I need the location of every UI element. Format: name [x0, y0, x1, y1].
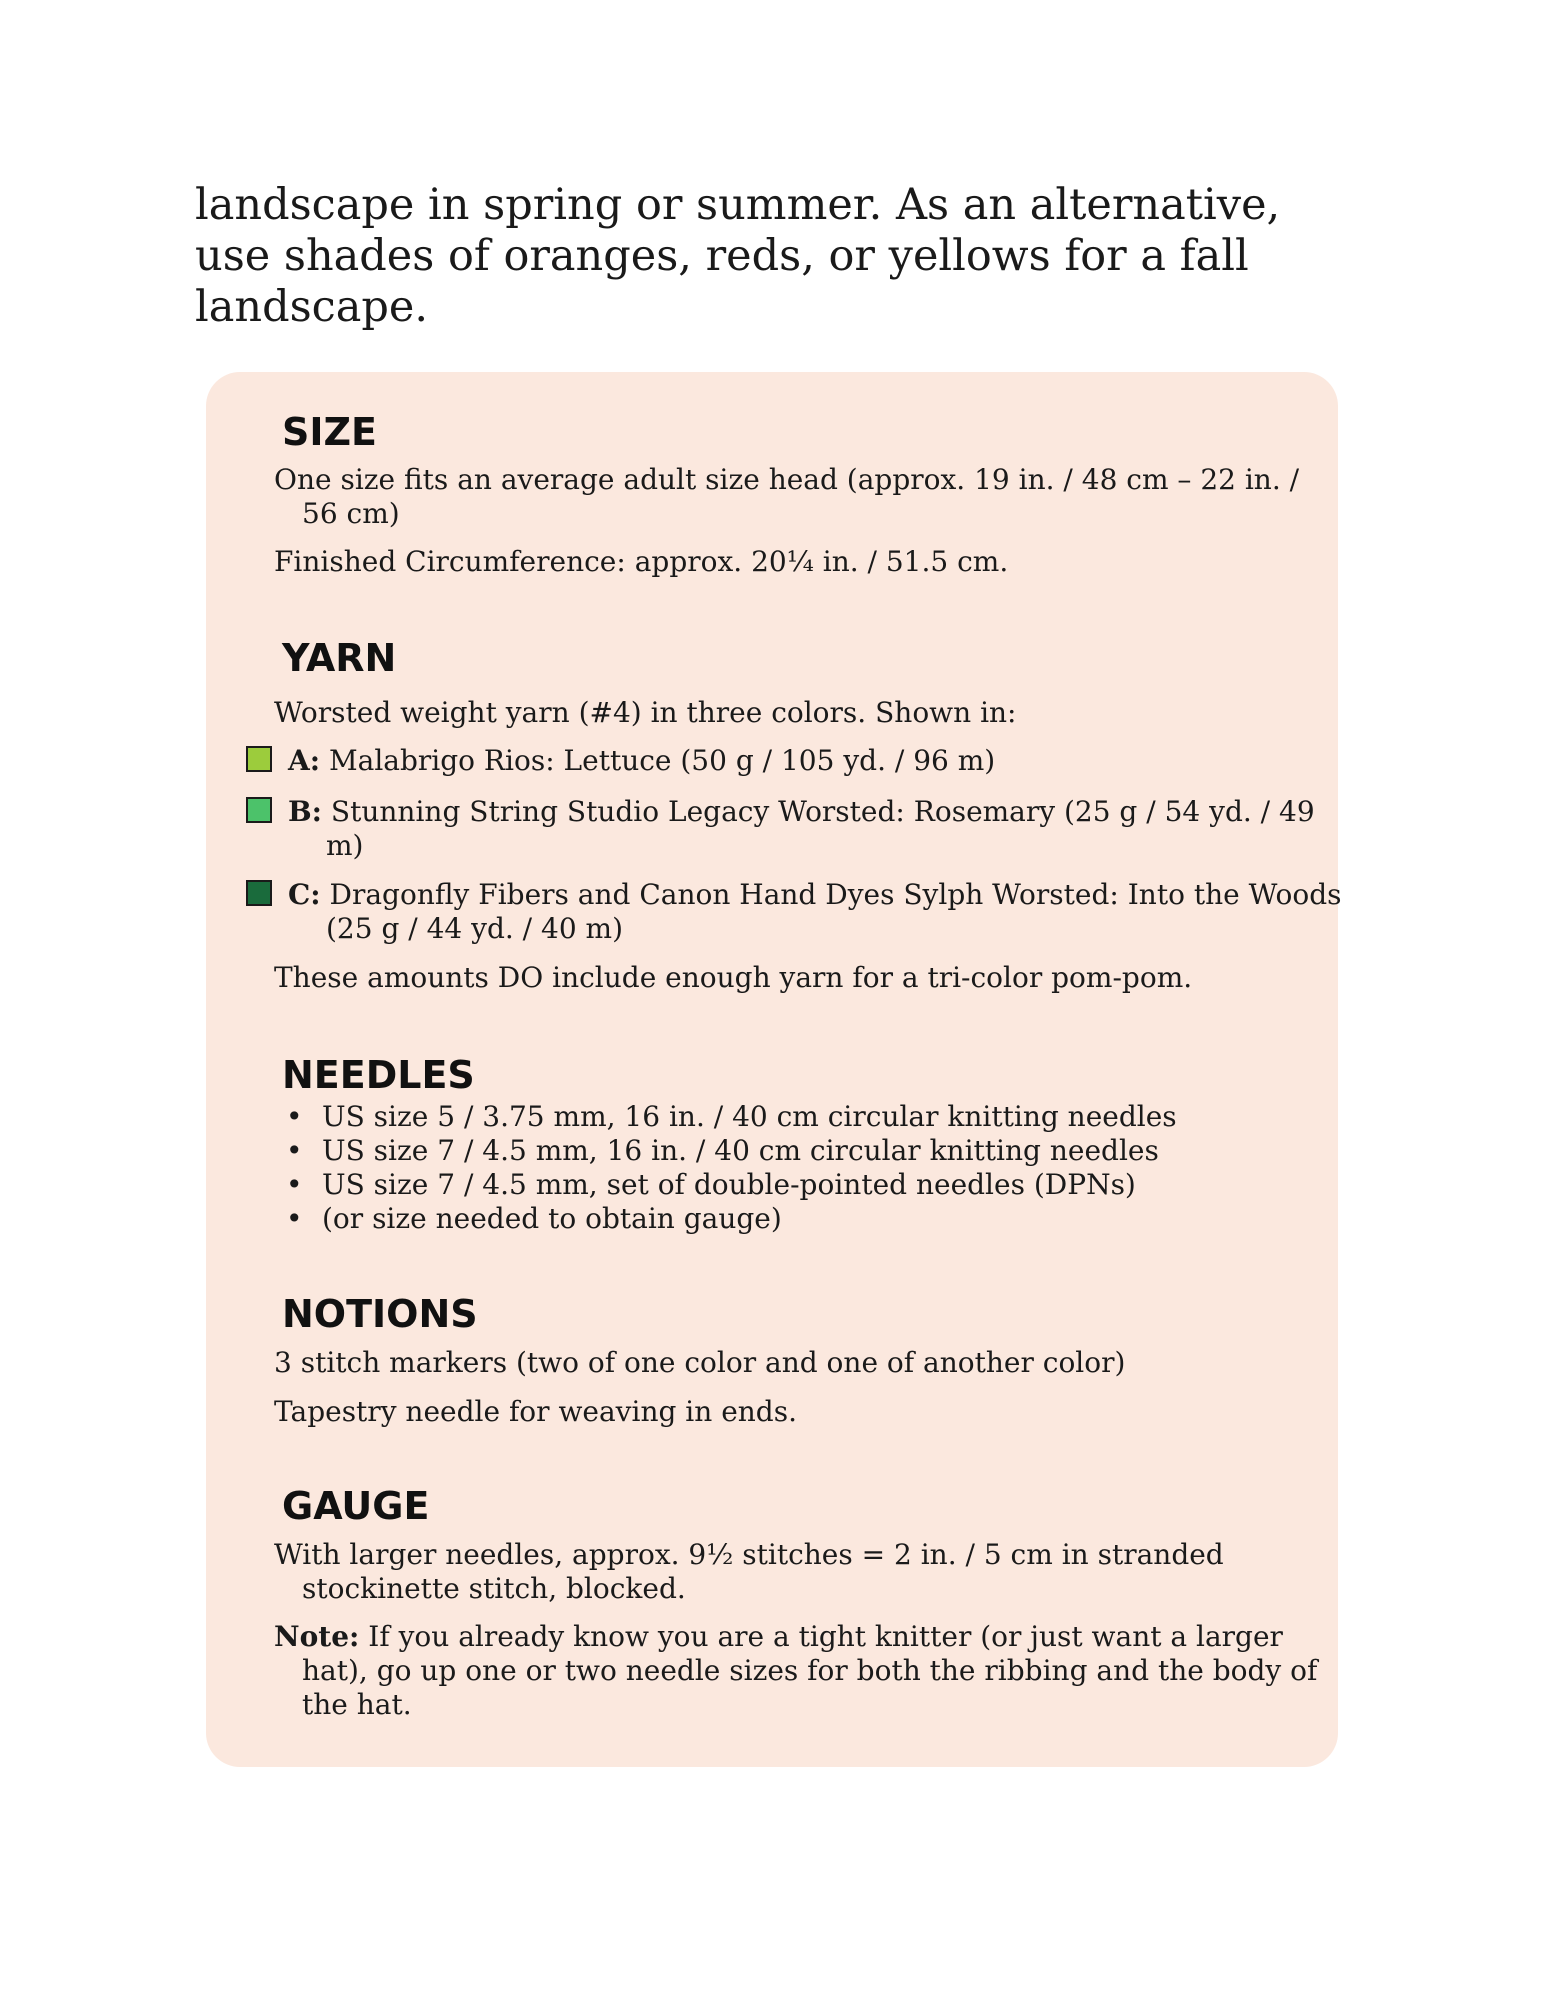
- yarn-heading: YARN: [282, 636, 397, 680]
- needles-list-item: • US size 7 / 4.5 mm, 16 in. / 40 cm circular knitting needles: [282, 1134, 1177, 1168]
- yarn-swatch-a: [246, 746, 272, 772]
- gauge-text: With larger needles, approx. 9½ stitches = 2 in. / 5 cm in stranded stockinette stitch, blocked.: [274, 1538, 1224, 1605]
- yarn-color-a-letter: A:: [288, 744, 321, 777]
- yarn-color-c-letter: C:: [288, 878, 321, 911]
- yarn-color-a: [288, 744, 1346, 778]
- intro-paragraph: landscape in spring or summer. As an alternative, use shades of oranges, reds, or yellows for a fall landscape.: [195, 180, 1281, 332]
- gauge-note-text: If you already know you are a tight knitter (or just want a larger hat), go up one or two needle sizes for both the ribbing and the body of the hat.: [302, 1620, 1318, 1721]
- yarn-swatch-c: [246, 880, 272, 906]
- yarn-color-a-description: Malabrigo Rios: Lettuce (50 g / 105 yd. / 96 m): [328, 744, 996, 777]
- size-fit-text: One size fits an average adult size head (approx. 19 in. / 48 cm – 22 in. / 56 cm): [274, 463, 1300, 530]
- gauge-note-label: Note:: [274, 1620, 360, 1653]
- yarn-intro-text: Worsted weight yarn (#4) in three colors. Shown in:: [274, 696, 1017, 729]
- size-heading: SIZE: [282, 410, 378, 454]
- yarn-color-b-letter: B:: [288, 795, 323, 828]
- yarn-pompom-note: These amounts DO include enough yarn for a tri-color pom-pom.: [274, 961, 1193, 994]
- needles-heading: NEEDLES: [282, 1053, 475, 1097]
- notions-markers-text: 3 stitch markers (two of one color and one of another color): [274, 1346, 1126, 1379]
- needles-list-item: • US size 7 / 4.5 mm, set of double-pointed needles (DPNs): [282, 1168, 1177, 1202]
- yarn-color-c-description: Dragonfly Fibers and Canon Hand Dyes Sylph Worsted: Into the Woods (25 g / 44 yd. / 40 m): [326, 878, 1342, 945]
- notions-heading: NOTIONS: [282, 1292, 478, 1336]
- size-circumference-text: Finished Circumference: approx. 20¼ in. / 51.5 cm.: [274, 545, 1009, 578]
- needles-list-item: • US size 5 / 3.75 mm, 16 in. / 40 cm circular knitting needles: [282, 1100, 1177, 1134]
- yarn-color-b-description: Stunning String Studio Legacy Worsted: Rosemary (25 g / 54 yd. / 49 m): [326, 795, 1315, 862]
- needles-list-item: • (or size needed to obtain gauge): [282, 1202, 1177, 1236]
- notions-tapestry-text: Tapestry needle for weaving in ends.: [274, 1395, 797, 1428]
- yarn-color-b: [288, 795, 1346, 863]
- yarn-swatch-b: [246, 797, 272, 823]
- yarn-color-c: [288, 878, 1346, 946]
- needles-list: [282, 1100, 1177, 1236]
- gauge-note: [274, 1620, 1342, 1722]
- gauge-heading: GAUGE: [282, 1484, 430, 1528]
